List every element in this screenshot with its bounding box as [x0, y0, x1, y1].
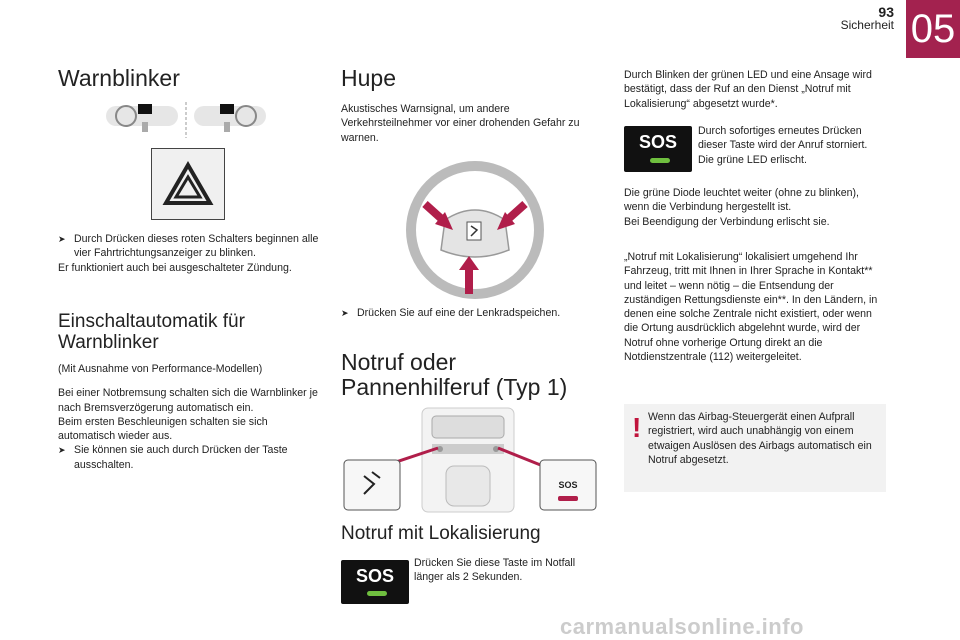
hupe-p1: Akustisches Warnsignal, um andere Verkehrsteilnehmer vor einer drohenden Gefahr zu warnen. — [341, 103, 580, 144]
einschalt-p1: (Mit Ausnahme von Performance-Modellen) — [58, 363, 263, 375]
chapter-tab: 05 — [906, 0, 960, 58]
warning-text: Wenn das Airbag-Steuergerät einen Aufprall registriert, wird auch unabhängig von einem etwaigen Auslösen des Airbags automatisch ein Notruf abgesetzt. — [648, 411, 872, 466]
einschalt-bullet: ➤ Sie können sie auch durch Drücken der Taste ausschalten. — [58, 444, 288, 471]
sos-button-image: SOS — [624, 126, 692, 172]
right-p4: Bei Beendigung der Verbindung erlischt sie. — [624, 215, 830, 228]
horn-illustration — [405, 160, 545, 300]
einschalt-text — [58, 362, 320, 472]
led-indicator — [650, 158, 670, 163]
right-p3-p4 — [624, 186, 886, 229]
console-illustration — [342, 404, 598, 516]
sos-small-label: SOS — [558, 480, 578, 490]
warnblinker-title: Warnblinker — [58, 65, 180, 91]
einschalt-p2: Bei einer Notbremsung schalten sich die Warnblinker je nach Bremsverzögerung automatisch ein. — [58, 387, 318, 414]
console-icon — [342, 404, 598, 516]
einschalt-title: Einschaltautomatik für Warnblinker — [58, 311, 245, 353]
notruf-press-text: Drücken Sie diese Taste im Notfall länger als 2 Sekunden. — [414, 557, 576, 584]
watermark: carmanualsonline.info — [560, 614, 804, 639]
right-p5: „Notruf mit Lokalisierung“ lokalisiert umgehend Ihr Fahrzeug, tritt mit Ihnen in Ihrer Sprache in Kontakt** und leitet – wenn nötig – die Entsendung der zuständigen Rettungsdienste ein**. In den Ländern, in denen eine solche Zentrale nicht existiert, oder wenn die Ortung ausdrücklich abgelehnt wurde, wird der Notruf ohne vorherige Ortung direkt an die Notdienstzentrale (112) weitergeleitet. — [624, 251, 878, 364]
horn-steering-wheel-icon — [405, 160, 545, 300]
led-indicator — [367, 591, 387, 596]
notruf-title: Notruf oder Pannenhilferuf (Typ 1) — [341, 349, 568, 401]
hazard-triangle-icon — [152, 149, 224, 219]
bullet-icon: ➤ — [58, 234, 66, 244]
right-p1: Durch Blinken der grünen LED und eine Ansage wird bestätigt, dass der Ruf an den Dienst „Notruf mit Lokalisierung“ abgesetzt wurde*. — [624, 69, 872, 110]
notruf-subtitle: Notruf mit Lokalisierung — [341, 523, 541, 544]
hupe-title: Hupe — [341, 65, 396, 91]
right-p3: Die grüne Diode leuchtet weiter (ohne zu blinken), wenn die Verbindung hergestellt ist. — [624, 187, 859, 214]
hazard-switch — [151, 148, 225, 220]
einschalt-p3: Beim ersten Beschleunigen schalten sie sich automatisch wieder aus. — [58, 415, 268, 443]
bullet-icon: ➤ — [341, 308, 349, 318]
warnblinker-bullet: ➤ Durch Drücken dieses roten Schalters beginnen alle vier Fahrtrichtungsanzeiger zu blinken. — [58, 233, 319, 260]
bullet-icon: ➤ — [58, 445, 66, 456]
warning-icon: ! — [632, 412, 642, 443]
section-name: Sicherheit — [840, 18, 894, 32]
steering-wheel-icon — [96, 100, 276, 142]
hupe-bullet: ➤ Drücken Sie auf eine der Lenkradspeichen. — [341, 307, 561, 319]
right-p2: Durch sofortiges erneutes Drücken dieser Taste wird der Anruf storniert. Die grüne LED erlischt. — [698, 125, 868, 166]
page-number: 93 — [878, 4, 894, 20]
steering-illustration — [96, 100, 276, 142]
warnblinker-note: Er funktioniert auch bei ausgeschalteter Zündung. — [58, 261, 292, 274]
sos-button-image: SOS — [341, 560, 409, 604]
warnblinker-text — [58, 232, 320, 275]
